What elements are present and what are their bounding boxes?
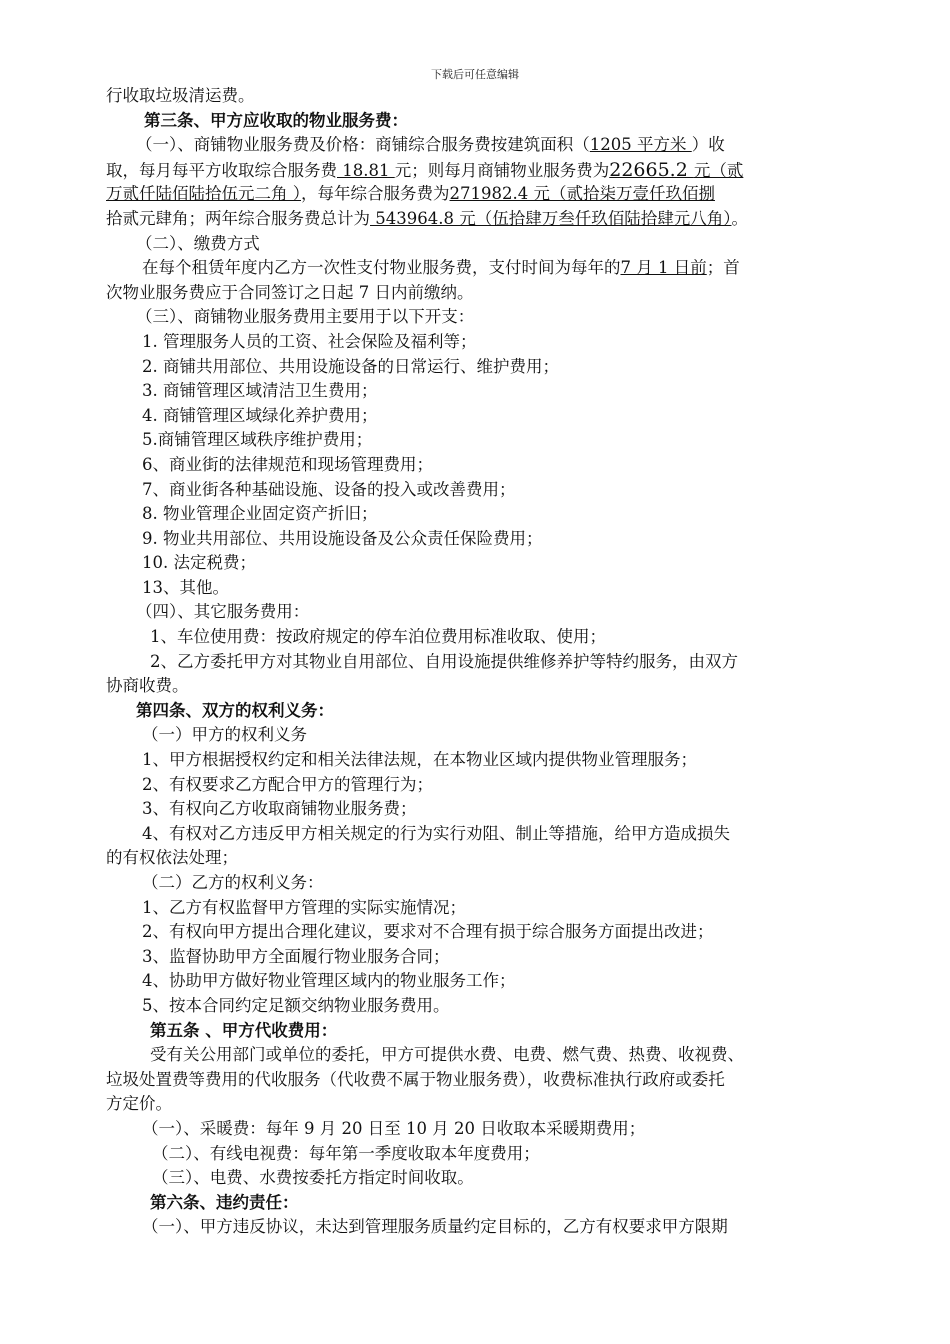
- text-run: 2、有权向甲方提出合理化建议，要求对不合理有损于综合服务方面提出改进；: [142, 922, 714, 942]
- text-run: ；两年综合服务费总计为: [188, 208, 370, 228]
- text-run: 3、监督协助甲方全面履行物业服务合同；: [142, 946, 450, 966]
- text-run: 2、乙方委托甲方对其物业自用部位、自用设施提供维修养护等特约服务，由双方: [150, 651, 738, 671]
- text-line: [106, 453, 836, 478]
- text-line: [106, 650, 836, 675]
- text-line: [106, 994, 836, 1019]
- text-run: ；首: [706, 258, 740, 278]
- text-line: [106, 133, 836, 158]
- text-line: [106, 379, 836, 404]
- text-run: 8. 物业管理企业固定资产折旧；: [142, 504, 378, 524]
- text-line: [106, 551, 836, 576]
- text-line: [106, 699, 836, 724]
- text-run: 垃圾处置费等费用的代收服务（代收费不属于物业服务费），收费标准执行政府或委托: [106, 1069, 725, 1089]
- text-line: [106, 600, 836, 625]
- text-line: [106, 527, 836, 552]
- text-run: 13、其他。: [142, 577, 229, 597]
- text-line: [106, 748, 836, 773]
- text-line: [106, 969, 836, 994]
- text-line: [106, 920, 836, 945]
- text-line: [106, 207, 836, 232]
- text-line: [106, 84, 836, 109]
- text-run: 的有权依法处理；: [106, 848, 238, 868]
- text-line: [106, 281, 836, 306]
- text-line: [106, 182, 836, 207]
- text-run: （四）、其它服务费用：: [136, 602, 310, 622]
- text-run: 6、商业街的法律规范和现场管理费用；: [142, 454, 433, 474]
- text-run: 第四条、双方的权利义务：: [136, 700, 334, 720]
- text-run: 第六条、违约责任：: [150, 1192, 299, 1212]
- text-line: [106, 109, 836, 134]
- document-body: [106, 84, 836, 1240]
- page-header: 下载后可任意编辑: [431, 68, 519, 81]
- text-run: （一）、甲方违反协议，未达到管理服务质量约定目标的，乙方有权要求甲方限期: [142, 1217, 728, 1237]
- text-run: 元；则每月商铺物业服务费为: [394, 160, 610, 180]
- text-run: 7 月 1 日前: [620, 258, 707, 278]
- text-run: （三）、商铺物业服务费用主要用于以下开支：: [136, 307, 475, 327]
- text-run: 方定价。: [106, 1094, 172, 1114]
- text-line: [106, 674, 836, 699]
- text-run: 5.商铺管理区域秩序维护费用；: [142, 430, 373, 450]
- text-run: （一）、商铺物业服务费及价格：商铺综合服务费按建筑面积（: [136, 135, 590, 155]
- text-line: [106, 1019, 836, 1044]
- text-line: [106, 1092, 836, 1117]
- text-line: [106, 723, 836, 748]
- text-line: [106, 256, 836, 281]
- text-run: 9. 物业共用部位、共用设施设备及公众责任保险费用；: [142, 528, 543, 548]
- text-line: [106, 158, 836, 183]
- text-run: 1、乙方有权监督甲方管理的实际实施情况；: [142, 897, 466, 917]
- text-line: [106, 1142, 836, 1167]
- text-run: 元（贰: [693, 160, 744, 180]
- text-line: [106, 625, 836, 650]
- text-run: 1. 管理服务人员的工资、社会保险及福利等；: [142, 331, 477, 351]
- text-run: （二）、缴费方式: [136, 233, 260, 253]
- text-line: [106, 428, 836, 453]
- text-run: 5、按本合同约定足额交纳物业服务费用。: [142, 995, 450, 1015]
- text-run: 受有关公用部门或单位的委托，甲方可提供水费、电费、燃气费、热费、收视费、: [150, 1045, 744, 1065]
- text-line: [106, 305, 836, 330]
- text-line: [106, 871, 836, 896]
- text-run: （二）、有线电视费：每年第一季度收取本年度费用；: [152, 1143, 540, 1163]
- text-line: [106, 846, 836, 871]
- text-line: [106, 1191, 836, 1216]
- text-run: 1、甲方根据授权约定和相关法律法规，在本物业区域内提供物业管理服务；: [142, 750, 697, 770]
- text-line: [106, 502, 836, 527]
- text-run: 3、有权向乙方收取商铺物业服务费；: [142, 799, 417, 819]
- text-run: ）收: [691, 135, 725, 155]
- text-line: [106, 478, 836, 503]
- text-run: 1、车位使用费：按政府规定的停车泊位费用标准收取、使用；: [150, 627, 606, 647]
- text-run: 次物业服务费应于合同签订之日起 7 日内前缴纳。: [106, 282, 474, 302]
- text-line: [106, 1215, 836, 1240]
- text-run: 4、有权对乙方违反甲方相关规定的行为实行劝阻、制止等措施，给甲方造成损失: [142, 823, 730, 843]
- text-run: 第五条 、甲方代收费用：: [150, 1020, 338, 1040]
- text-run: ，每年综合服务费为: [301, 184, 450, 204]
- text-line: [106, 404, 836, 429]
- text-run: 2. 商铺共用部位、共用设施设备的日常运行、维护费用；: [142, 356, 559, 376]
- text-run: （二）乙方的权利义务：: [142, 873, 324, 892]
- text-run: 3. 商铺管理区域清洁卫生费用；: [142, 381, 378, 401]
- text-line: [106, 945, 836, 970]
- text-line: [106, 355, 836, 380]
- text-run: 18.81: [337, 160, 395, 180]
- text-line: [106, 1043, 836, 1068]
- text-run: （一）甲方的权利义务: [142, 725, 307, 745]
- text-run: 22665.2: [609, 158, 694, 181]
- text-line: [106, 773, 836, 798]
- text-run: 取，每月每平方收取综合服务费: [106, 160, 337, 180]
- text-line: [106, 1068, 836, 1093]
- text-run: 第三条、甲方应收取的物业服务费：: [144, 110, 408, 130]
- text-run: 。: [731, 208, 748, 228]
- text-run: 543964.8 元（伍拾肆万叁仟玖佰陆拾肆元八角）: [370, 208, 732, 228]
- text-line: [106, 1166, 836, 1191]
- text-run: 4. 商铺管理区域绿化养护费用；: [142, 405, 378, 425]
- text-run: 在每个租赁年度内乙方一次性支付物业服务费，支付时间为每年的: [142, 258, 621, 278]
- text-run: 1205 平方米: [589, 135, 692, 155]
- text-run: 协商收费。: [106, 676, 189, 696]
- text-line: [106, 330, 836, 355]
- text-line: [106, 576, 836, 601]
- text-line: [106, 232, 836, 257]
- text-run: 7、商业街各种基础设施、设备的投入或改善费用；: [142, 479, 516, 499]
- text-line: [106, 896, 836, 921]
- text-line: [106, 1117, 836, 1142]
- text-run: （一）、采暖费：每年 9 月 20 日至 10 月 20 日收取本采暖期费用；: [142, 1118, 646, 1138]
- text-run: 10. 法定税费；: [142, 553, 256, 573]
- text-run: 271982.4 元（贰拾柒万壹仟玖佰捌: [449, 184, 715, 204]
- text-run: 万贰仟陆佰陆拾伍元二角 ）: [106, 184, 301, 204]
- text-run: （三）、电费、水费按委托方指定时间收取。: [152, 1168, 474, 1188]
- text-run: 4、协助甲方做好物业管理区域内的物业服务工作；: [142, 971, 516, 991]
- text-run: 行收取垃圾清运费。: [106, 86, 255, 105]
- text-run: 2、有权要求乙方配合甲方的管理行为；: [142, 774, 433, 794]
- text-run: 拾贰元肆角: [106, 208, 189, 228]
- text-line: [106, 797, 836, 822]
- text-line: [106, 822, 836, 847]
